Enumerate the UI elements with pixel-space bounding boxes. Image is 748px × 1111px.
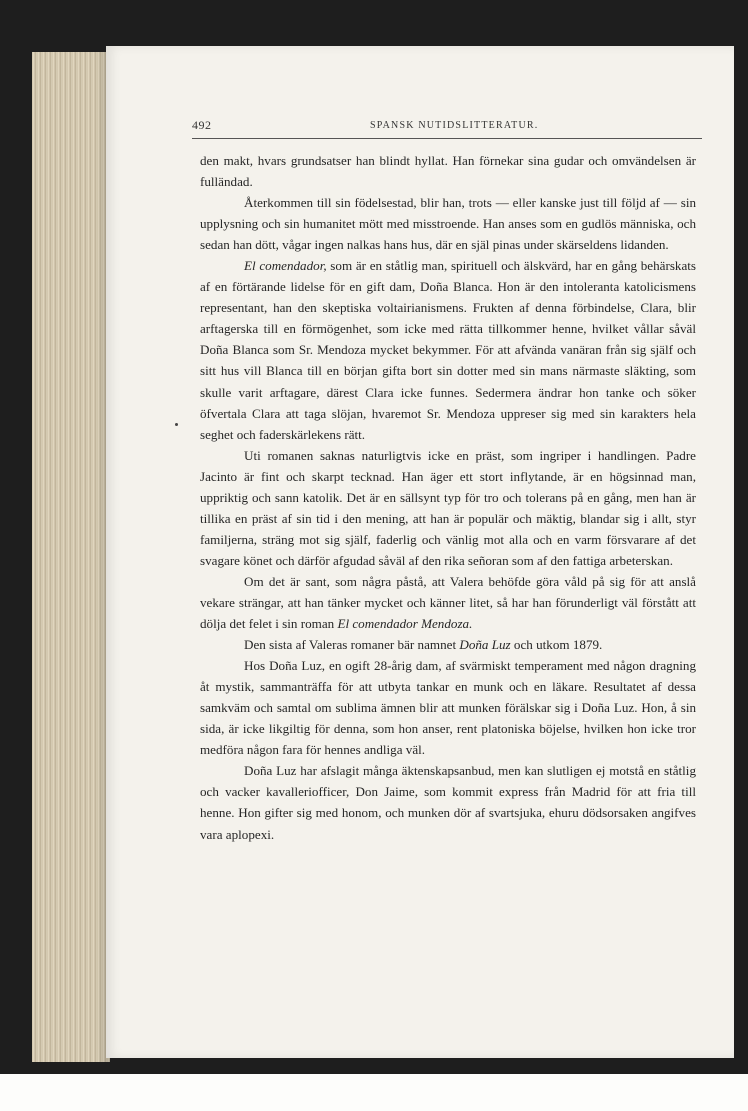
paragraph-text: Den sista af Valeras romaner bär namnet (244, 637, 460, 653)
paragraph-text: Hos Doña Luz, en ogift 28-årig dam, af svärmiskt temperament med någon dragning åt mystik, sammanträffa för att utbyta tankar en munk och en läkare. Resultatet af dessa samkväm och samtal om sublima ämnen blir att munken förälskar sig i Doña Luz. Hon, å sin sida, är icke likgiltig för denna, som hon anser, rent platoniska böjelse, hvilken hon icke tror medföra någon fara för hennes andliga väl. (200, 658, 696, 758)
paragraph-text: den makt, hvars grundsatser han blindt hyllat. Han förnekar sina gudar och omvändelsen är fulländad. (200, 153, 696, 190)
italic-title: Doña Luz (459, 637, 511, 653)
paragraph (200, 634, 696, 655)
paragraph-text: Uti romanen saknas naturligtvis icke en präst, som ingriper i handlingen. Padre Jacinto är fint och skarpt tecknad. Han äger ett stort inflytande, är en högsinnad man, uppriktig och sann katolik. Det är en sällsynt typ för tro och tolerans på en gång, men han är tillika en präst af sin tid i den mening, att han är populär och mäktig, blandar sig i allt, styr familjerna, sträng mot sig själf, faderlig och vänlig mot alla och en varm försvarare af det svagare könet och därför afgudad såväl af den rika señoran som af den fattiga arbeterskan. (200, 447, 696, 568)
running-head (192, 118, 702, 139)
paragraph (200, 760, 696, 844)
paragraph (200, 192, 696, 255)
paragraph (200, 445, 696, 571)
body-text (200, 150, 696, 845)
margin-speck (175, 423, 178, 426)
paragraph (200, 255, 696, 444)
paragraph-text: Återkommen till sin födelsestad, blir han, trots — eller kanske just till följd af — sin upplysning och sin humanitet mött med misstroende. Han anses som en gudlös människa, och sedan han dött, vågar ingen nalkas hans hus, där en själ pinas under skärseldens lidanden. (200, 195, 696, 253)
paragraph-text: som är en ståtlig man, spirituell och älskvärd, har en gång behärskats af en förtärande lidelse för en gift dam, Doña Blanca. Hon är den intoleranta katolicismens representant, han den skeptiska voltairianismens. Frukten af denna förbindelse, Clara, blir arftagerska till en förmögenhet, som icke med rätta tillkommer henne, hvilket vållar såväl Doña Blanca som Sr. Mendoza mycket bekymmer. För att afvända vanäran från sig själf och sitt hus vill Blanca till en början gifta bort sin dotter med sin mans närmaste släkting, som skulle varit arftagare, därest Clara icke funnes. Sedermera ändrar hon tanke och söker öfvertala Clara att taga slöjan, hvaremot Sr. Mendoza uppreser sig med sin karakters hela seghet och faderskärlekens rätt. (200, 258, 696, 442)
running-title: SPANSK NUTIDSLITTERATUR. (370, 120, 539, 131)
italic-title: El comendador, (244, 258, 327, 274)
paragraph-text: Om det är sant, som några påstå, att Valera behöfde göra våld på sig för att anslå vekare strängar, att han tänker mycket och känner litet, så har han förunderligt väl förstått att dölja det felet i sin roman (200, 573, 696, 632)
paragraph (200, 150, 696, 192)
paragraph-text: Doña Luz har afslagit många äktenskapsanbud, men kan slutligen ej motstå en ståtlig och vacker kavalleriofficer, Don Jaime, som kommit express från Madrid för att fria till henne. Hon gifter sig med honom, och munken dör af svartsjuka, ehuru dödsorsaken angifves vara aplopexi. (200, 763, 696, 842)
paragraph-text: och utkom 1879. (510, 637, 603, 653)
paragraph (200, 655, 696, 760)
paragraph (200, 571, 696, 634)
italic-title: El comendador Mendoza. (337, 616, 473, 632)
scan-bottom-margin (0, 1074, 748, 1111)
page-number: 492 (192, 118, 212, 132)
